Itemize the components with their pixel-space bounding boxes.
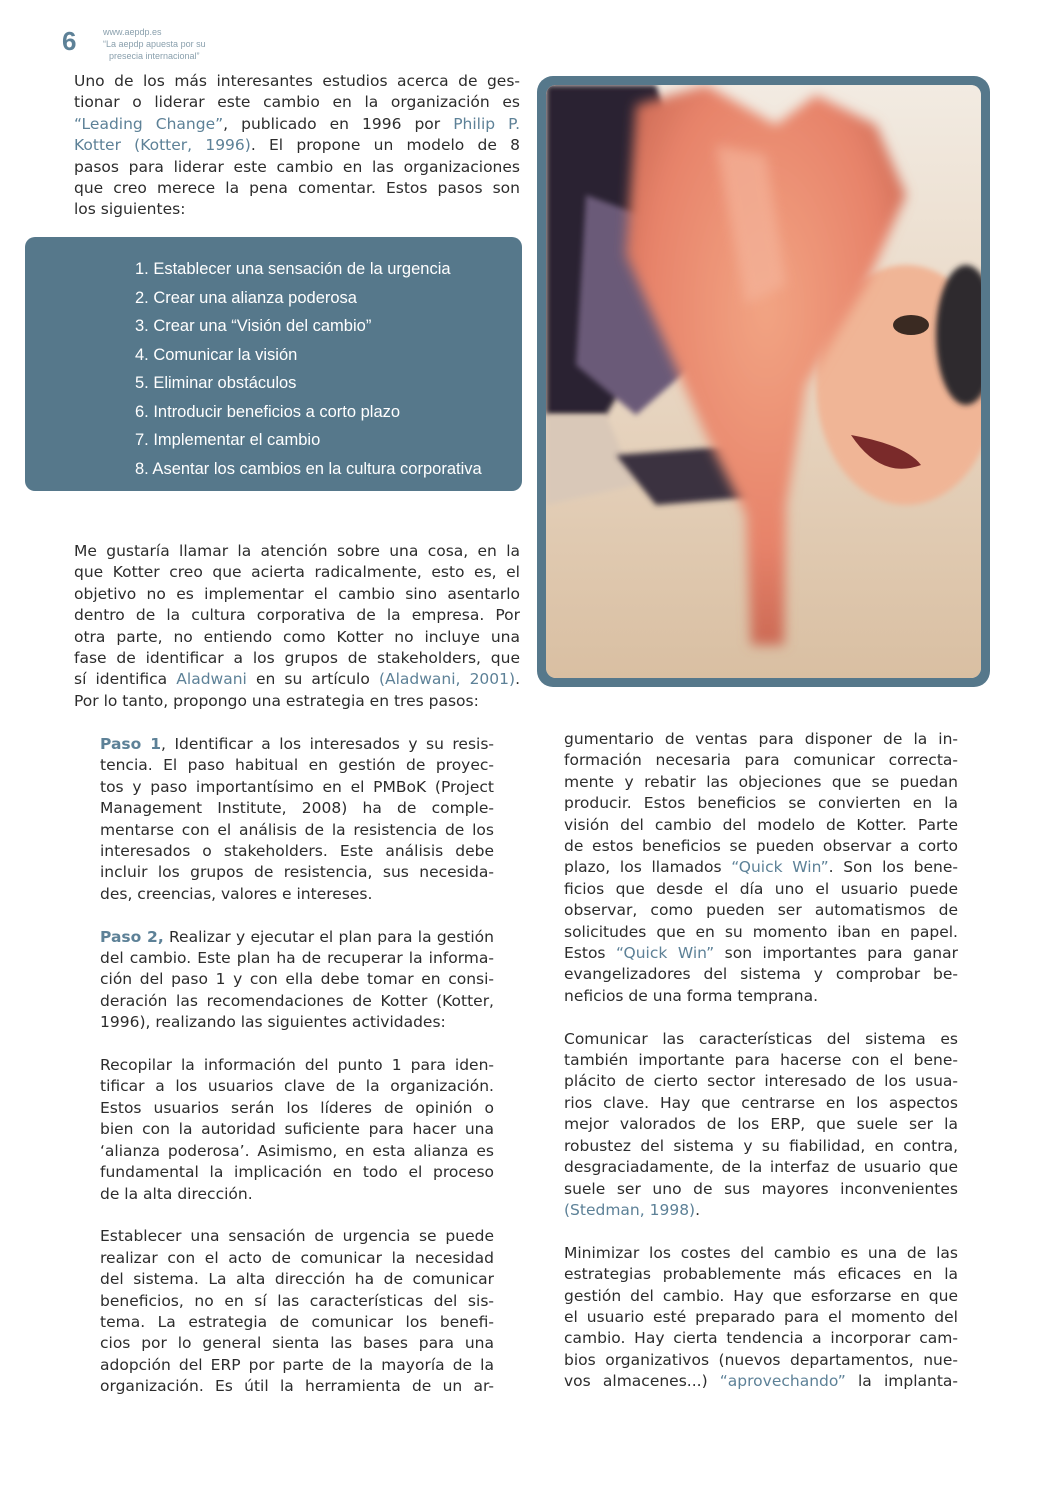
text-line: pasos para liderar este cambio en las organizaciones <box>74 157 520 176</box>
text-line <box>564 1200 958 1221</box>
right-column <box>564 729 958 1393</box>
text-line: organización. Es útil la herramienta de un ar- <box>100 1377 494 1396</box>
intro-paragraph <box>74 71 520 221</box>
text-line: fundamental la implicación en todo el proceso <box>100 1163 494 1182</box>
text-line: adopción del ERP por parte de la mayoría de la <box>100 1355 494 1374</box>
text-line: visión del cambio del modelo de Kotter. Parte <box>564 815 958 834</box>
text-line <box>74 114 520 135</box>
text-line: Comunicar las características del sistema es <box>564 1029 958 1048</box>
text-line: Por lo tanto, propongo una estrategia en tres pasos: <box>74 691 479 710</box>
text-span: Realizar y ejecutar el plan para la gestión <box>163 927 494 946</box>
text-line <box>74 135 520 156</box>
text-line: de estos beneficios se pueden observar a corto <box>564 837 958 856</box>
left-column <box>100 734 494 1398</box>
text-span: . Son los bene- <box>828 858 958 877</box>
text-line: cios por lo general sienta las bases para una <box>100 1334 494 1353</box>
text-line: 1996), realizando las siguientes actividades: <box>100 1013 446 1032</box>
header-url[interactable]: www.aepdp.es <box>103 27 162 37</box>
text-line: que Kotter creo que acierta radicalmente, esto es, el <box>74 563 520 582</box>
author-link[interactable]: Philip P. <box>453 114 521 133</box>
text-line: robustez del sistema y su fiabilidad, en contra, <box>564 1136 958 1155</box>
text-line: mente y rebatir las objeciones que se puedan <box>564 772 958 791</box>
text-line: tificar a los usuarios clave de la organización. <box>100 1077 494 1096</box>
paso-1-paragraph <box>100 734 494 905</box>
aprovechando-term: “aprovechando” <box>719 1372 846 1391</box>
text-line: también importante para hacerse con el bene- <box>564 1051 958 1070</box>
text-span: . <box>695 1200 701 1219</box>
text-line: bios organizativos (nuevos departamentos, nue- <box>564 1350 958 1369</box>
text-span: . El propone un modelo de 8 <box>250 136 520 155</box>
text-line: bien con la autoridad suficiente para hacer una <box>100 1120 494 1139</box>
text-line: mentarse con el análisis de la resistencia de los <box>100 820 494 839</box>
text-line: tos y paso importantísimo en el PMBoK (Project <box>100 777 494 796</box>
text-line: cambio. Hay cierta tendencia a incorporar cam- <box>564 1329 958 1348</box>
page-number: 6 <box>62 26 77 56</box>
header-tagline-2: presecia internacional” <box>109 51 200 61</box>
photo-frame <box>537 76 990 687</box>
text-line <box>564 1371 958 1392</box>
kotter-commentary-paragraph <box>74 541 520 712</box>
step-item: 8. Asentar los cambios en la cultura corporativa <box>135 459 482 478</box>
paso-2-label: Paso 2, <box>100 927 164 946</box>
step-item: 3. Crear una “Visión del cambio” <box>135 317 372 335</box>
text-line: interesados o stakeholders. Este análisis debe <box>100 842 494 861</box>
text-line: gumentario de ventas para disponer de la in- <box>564 730 958 748</box>
text-line: fase de identificar a los grupos de stakeholders, que <box>74 649 520 668</box>
step-item: 2. Crear una alianza poderosa <box>135 288 357 307</box>
text-span: Estos <box>564 944 617 963</box>
leading-change-title: “Leading Change” <box>74 114 224 133</box>
text-line: Recopilar la información del punto 1 para iden- <box>100 1056 494 1075</box>
text-line <box>74 669 520 690</box>
text-line: tema. La estrategia de comunicar los benefi- <box>100 1312 494 1331</box>
text-span: vos almacenes...) <box>564 1372 720 1391</box>
text-line: beneficios, no en sí las características del sis- <box>100 1291 494 1310</box>
comunicar-paragraph <box>564 1029 958 1222</box>
minimizar-paragraph <box>564 1243 958 1393</box>
text-span: sí identifica <box>74 670 177 689</box>
text-line: Management Institute, 2008) ha de comple- <box>100 799 494 818</box>
text-line: Minimizar los costes del cambio es una de las <box>564 1243 958 1262</box>
text-line: mejor valorados de los ERP, que suele ser la <box>564 1115 958 1134</box>
text-line: tencia. El paso habitual en gestión de proyec- <box>100 756 494 775</box>
text-line: del cambio. Este plan ha de recuperar la informa- <box>100 949 494 968</box>
text-line: rios clave. Hay que centrarse en los aspectos <box>564 1093 958 1112</box>
text-line: suele ser uno de sus mayores inconvenientes <box>564 1179 958 1198</box>
text-line: gestión del cambio. Hay que esforzarse en que <box>564 1286 958 1305</box>
text-line: des, creencias, valores e intereses. <box>100 884 373 903</box>
aladwani-link[interactable]: Aladwani <box>176 670 247 689</box>
quick-win-term: “Quick Win” <box>731 858 829 877</box>
text-line: incluir los grupos de resistencia, sus necesida- <box>100 863 494 882</box>
paso-1-label: Paso 1 <box>100 735 162 753</box>
text-line <box>564 857 958 878</box>
text-span: en su artículo <box>246 670 379 689</box>
text-line: del sistema. La alta dirección ha de comunicar <box>100 1270 494 1289</box>
step-item: 4. Comunicar la visión <box>135 345 298 364</box>
aladwani-citation[interactable]: (Aladwani, 2001) <box>378 670 516 689</box>
kotter-steps-box <box>25 237 522 491</box>
text-line: Me gustaría llamar la atención sobre una cosa, en la <box>74 542 520 560</box>
kotter-citation[interactable]: Kotter (Kotter, 1996) <box>74 136 251 155</box>
reaching-hand-photo <box>546 85 981 678</box>
text-line: objetivo no es implementar el cambio sino asentarlo <box>74 584 520 603</box>
text-line: desgraciadamente, de la interfaz de usuario que <box>564 1158 958 1177</box>
text-line: que creo merece la pena comentar. Estos pasos son <box>74 179 520 198</box>
recopilar-paragraph <box>100 1055 494 1205</box>
text-line: ción del paso 1 y con ella debe tomar en consi- <box>100 970 494 989</box>
text-line <box>100 734 494 755</box>
text-line: de la alta dirección. <box>100 1184 253 1203</box>
text-line: el usuario esté preparado para el momento del <box>564 1307 958 1326</box>
text-line: formación necesaria para comunicar correcta- <box>564 751 958 770</box>
urgencia-paragraph <box>100 1226 494 1397</box>
text-line: ficios que desde el día uno el usuario puede <box>564 879 958 898</box>
text-line: tionar o liderar este cambio en la organización es <box>74 93 520 112</box>
text-span: la implanta- <box>845 1372 959 1391</box>
text-line: solicitudes que en su momento iban en papel. <box>564 922 958 941</box>
header-tagline: “La aepdp apuesta por su <box>103 39 206 49</box>
step-item: 6. Introducir beneficios a corto plazo <box>135 402 401 421</box>
text-line: ‘alianza poderosa’. Asimismo, en esta alianza es <box>100 1141 494 1160</box>
stedman-citation[interactable]: (Stedman, 1998) <box>564 1200 696 1219</box>
quick-win-paragraph <box>564 729 958 1007</box>
paso-2-paragraph <box>100 927 494 1034</box>
quick-win-term: “Quick Win” <box>616 944 715 963</box>
text-line: neficios de una forma temprana. <box>564 986 819 1005</box>
text-line <box>564 943 958 964</box>
text-line: Uno de los más interesantes estudios acerca de ges- <box>74 72 520 90</box>
text-line: observar, como pueden ser automatismos de <box>564 901 958 920</box>
text-line: dentro de la cultura corporativa de la empresa. Por <box>74 606 520 625</box>
text-line: Estos usuarios serán los líderes de opinión o <box>100 1098 494 1117</box>
text-span: , publicado en 1996 por <box>223 114 454 133</box>
step-item: 1. Establecer una sensación de la urgencia <box>135 260 451 278</box>
text-line: evangelizadores del sistema y comprobar be- <box>564 965 958 984</box>
text-line <box>100 927 494 948</box>
text-line: estrategias probablemente más eficaces en la <box>564 1265 958 1284</box>
text-line: Establecer una sensación de urgencia se puede <box>100 1227 494 1246</box>
text-line: realizar con el acto de comunicar la necesidad <box>100 1248 494 1267</box>
step-item: 5. Eliminar obstáculos <box>135 374 297 392</box>
text-line: otra parte, no entiendo como Kotter no incluye una <box>74 627 520 646</box>
text-span: son importantes para ganar <box>714 944 958 963</box>
steps-list <box>135 255 482 483</box>
text-line: plácito de cierto sector interesado de los usua- <box>564 1072 958 1091</box>
text-span: . <box>515 670 521 689</box>
text-line: producir. Estos beneficios se convierten en la <box>564 794 958 813</box>
header-meta <box>103 26 263 62</box>
text-line: los siguientes: <box>74 200 186 219</box>
text-span: plazo, los llamados <box>564 858 732 877</box>
text-span: , Identificar a los interesados y su resis- <box>161 735 495 753</box>
step-item: 7. Implementar el cambio <box>135 431 321 449</box>
photo-illustration <box>546 85 981 678</box>
text-line: deración las recomendaciones de Kotter (Kotter, <box>100 991 494 1010</box>
